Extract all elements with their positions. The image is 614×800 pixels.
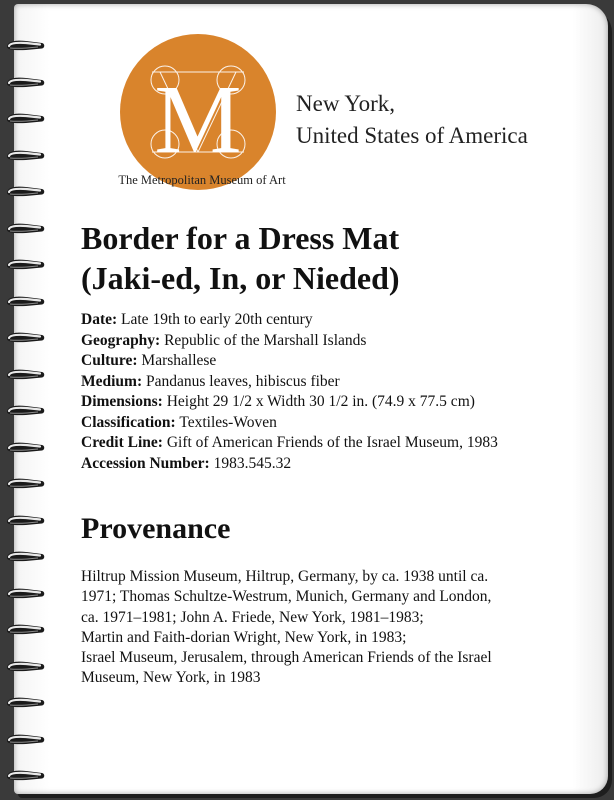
spiral-ring	[4, 549, 46, 563]
met-logo	[118, 32, 278, 192]
detail-credit-line	[81, 433, 581, 454]
detail-label: Dimensions:	[81, 393, 163, 410]
spiral-ring	[4, 476, 46, 490]
title-line-2: (Jaki-ed, In, or Nieded)	[81, 260, 400, 296]
detail-value: Pandanus leaves, hibiscus fiber	[146, 372, 340, 390]
spiral-ring	[4, 440, 46, 454]
title-line-1: Border for a Dress Mat	[81, 220, 400, 256]
provenance-line: Martin and Faith-dorian Wright, New York, in 1983;	[81, 628, 407, 646]
provenance-line: Israel Museum, Jerusalem, through American Friends of the Israel	[81, 649, 492, 667]
spiral-ring	[4, 367, 46, 381]
spiral-ring	[4, 221, 46, 235]
detail-label: Culture:	[81, 352, 138, 369]
detail-label: Date:	[81, 311, 118, 328]
location-country: United States of America	[296, 123, 528, 148]
detail-dimensions	[81, 392, 581, 413]
spiral-ring	[4, 622, 46, 636]
detail-date	[81, 310, 581, 331]
spiral-ring	[4, 148, 46, 162]
spiral-ring	[4, 257, 46, 271]
detail-medium	[81, 372, 581, 393]
provenance-line: ca. 1971–1981; John A. Friede, New York, 1981–1983;	[81, 608, 424, 626]
spiral-ring	[4, 294, 46, 308]
provenance-line: Museum, New York, in 1983	[81, 669, 261, 687]
detail-value: Gift of American Friends of the Israel Museum, 1983	[166, 434, 498, 451]
detail-geography	[81, 331, 581, 352]
details-list	[81, 310, 581, 474]
spiral-ring	[4, 38, 46, 52]
spiral-ring	[4, 659, 46, 673]
detail-value: Republic of the Marshall Islands	[164, 331, 367, 349]
detail-value: Marshallese	[141, 352, 217, 369]
spiral-ring	[4, 768, 46, 782]
detail-label: Medium:	[81, 372, 143, 390]
spiral-ring	[4, 695, 46, 709]
spiral-ring	[4, 403, 46, 417]
provenance-text	[81, 567, 551, 689]
detail-value: 1983.545.32	[213, 454, 292, 472]
spiral-ring	[4, 330, 46, 344]
detail-accession-number	[81, 454, 581, 475]
spiral-ring	[4, 732, 46, 746]
museum-name: The Metropolitan Museum of Art	[118, 173, 286, 187]
spiral-ring	[4, 586, 46, 600]
detail-label: Credit Line:	[81, 434, 163, 451]
artwork-title	[81, 218, 521, 298]
spiral-ring	[4, 184, 46, 198]
spiral-ring	[4, 513, 46, 527]
detail-label: Geography:	[81, 331, 161, 349]
logo-letter: M	[154, 66, 242, 174]
provenance-line: 1971; Thomas Schultze-Westrum, Munich, Germany and London,	[81, 588, 492, 606]
detail-value: Late 19th to early 20th century	[121, 311, 313, 328]
detail-value: Textiles-Woven	[179, 413, 277, 431]
spiral-ring	[4, 75, 46, 89]
location	[296, 88, 528, 152]
spiral-binding	[0, 0, 60, 800]
provenance-line: Hiltrup Mission Museum, Hiltrup, Germany, by ca. 1938 until ca.	[81, 568, 489, 585]
detail-label: Accession Number:	[81, 454, 210, 472]
provenance-heading: Provenance	[81, 512, 231, 545]
detail-culture	[81, 351, 581, 372]
detail-classification	[81, 413, 581, 434]
location-city: New York,	[296, 91, 396, 116]
spiral-ring	[4, 111, 46, 125]
detail-value: Height 29 1/2 x Width 30 1/2 in. (74.9 x 77.5 cm)	[166, 393, 475, 410]
detail-label: Classification:	[81, 413, 176, 431]
